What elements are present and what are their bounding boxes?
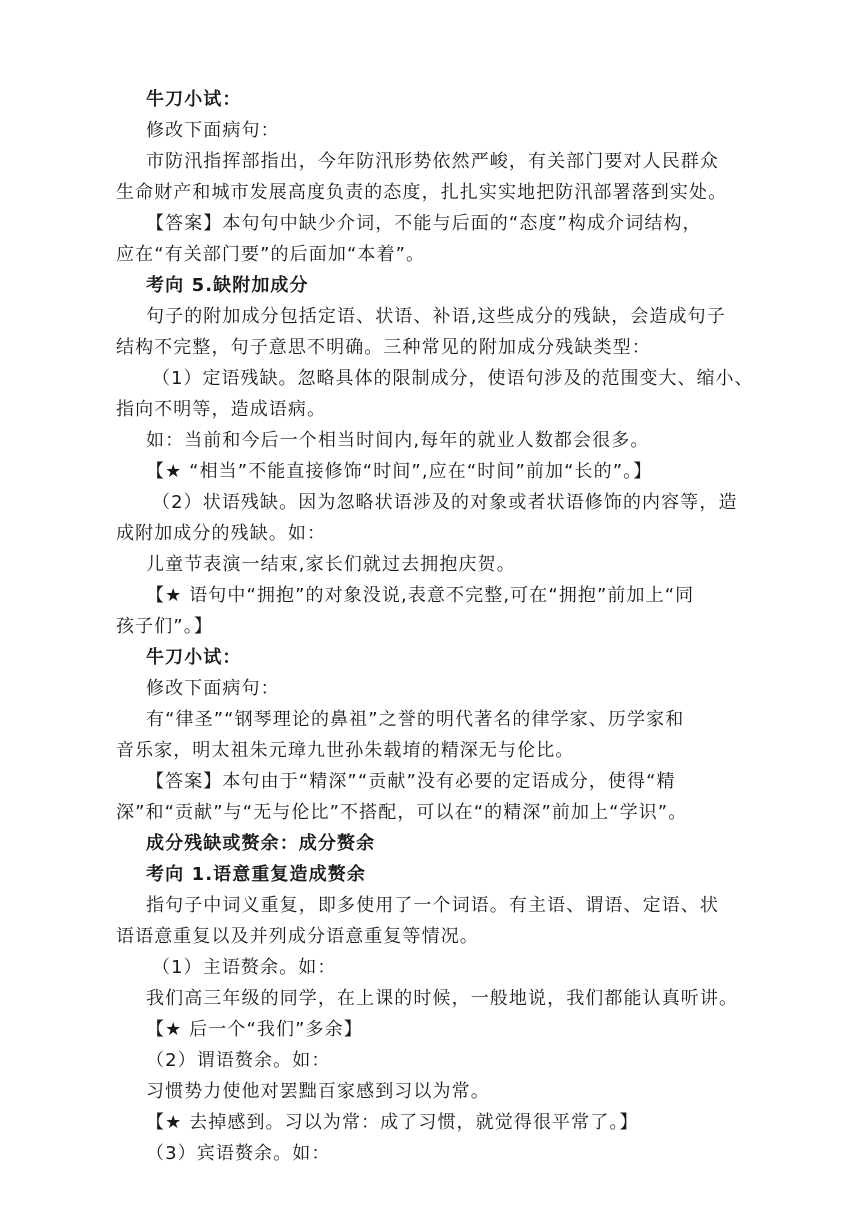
note-line: 【★ 后一个“我们”多余】 xyxy=(146,1019,363,1040)
paragraph-line: 生命财产和城市发展高度负责的态度，扎扎实实地把防汛部署落到实处。 xyxy=(116,182,728,203)
section-heading: 考向 5.缺附加成分 xyxy=(146,275,309,296)
example-line: 儿童节表演一结束,家长们就过去拥抱庆贺。 xyxy=(146,554,516,575)
section-heading: 牛刀小试： xyxy=(146,647,242,668)
paragraph-line: 句子的附加成分包括定语、状语、补语,这些成分的残缺，会造成句子 xyxy=(146,306,726,327)
section-heading: 考向 1.语意重复造成赘余 xyxy=(146,864,366,885)
note-line: 【★ 语句中“拥抱”的对象没说,表意不完整,可在“拥抱”前加上“同 xyxy=(146,585,695,606)
note-line: 孩子们”。】 xyxy=(116,616,213,637)
paragraph-line: 修改下面病句： xyxy=(146,120,280,141)
paragraph-line: （1）主语赘余。如： xyxy=(152,957,337,978)
note-line: 【★ “相当”不能直接修饰“时间”,应在“时间”前加“长的”。】 xyxy=(146,461,653,482)
paragraph-line: 指向不明等，造成语病。 xyxy=(116,399,327,420)
example-line: 如：当前和今后一个相当时间内,每年的就业人数都会很多。 xyxy=(146,430,650,451)
note-line: 【★ 去掉感到。习以为常：成了习惯，就觉得很平常了。】 xyxy=(146,1112,639,1133)
paragraph-line: （3）宾语赘余。如： xyxy=(146,1143,331,1164)
paragraph-line: 指句子中词义重复，即多使用了一个词语。有主语、谓语、定语、状 xyxy=(146,895,719,916)
section-heading: 牛刀小试： xyxy=(146,89,242,110)
paragraph-line: 有“律圣”“钢琴理论的鼻祖”之誉的明代著名的律学家、历学家和 xyxy=(146,709,685,730)
paragraph-line: 音乐家，明太祖朱元璋九世孙朱载堉的精深无与伦比。 xyxy=(116,740,575,761)
paragraph-line: 修改下面病句： xyxy=(146,678,280,699)
paragraph-line: 成附加成分的残缺。如： xyxy=(116,523,327,544)
answer-line: 【答案】本句句中缺少介词，不能与后面的“态度”构成介词结构， xyxy=(146,213,702,234)
example-line: 我们高三年级的同学，在上课的时候，一般地说，我们都能认真听讲。 xyxy=(146,988,739,1009)
paragraph-line: 结构不完整，句子意思不明确。三种常见的附加成分残缺类型： xyxy=(116,337,651,358)
answer-line: 应在“有关部门要”的后面加“本着”。 xyxy=(116,244,426,265)
paragraph-line: 语语意重复以及并列成分语意重复等情况。 xyxy=(116,926,479,947)
paragraph-line: （1）定语残缺。忽略具体的限制成分，使语句涉及的范围变大、缩小、 xyxy=(152,368,754,389)
section-heading: 成分残缺或赘余：成分赘余 xyxy=(146,833,376,854)
example-line: 习惯势力使他对罢黜百家感到习以为常。 xyxy=(146,1081,490,1102)
paragraph-line: （2）谓语赘余。如： xyxy=(146,1050,331,1071)
document-body xyxy=(116,84,756,1169)
answer-line: 深”和“贡献”与“无与伦比”不搭配，可以在“的精深”前加上“学识”。 xyxy=(116,802,688,823)
paragraph-line: （2）状语残缺。因为忽略状语涉及的对象或者状语修饰的内容等，造 xyxy=(152,492,738,513)
answer-line: 【答案】本句由于“精深”“贡献”没有必要的定语成分，使得“精 xyxy=(146,771,676,792)
paragraph-line: 市防汛指挥部指出，今年防汛形势依然严峻，有关部门要对人民群众 xyxy=(146,151,719,172)
